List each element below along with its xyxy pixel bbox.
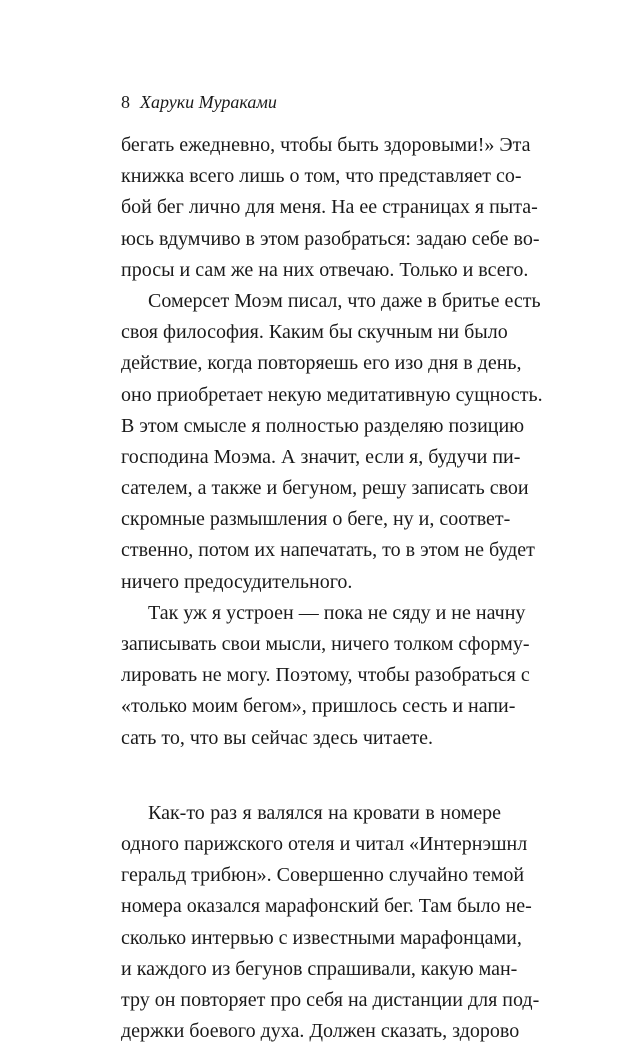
text-line: бегать ежедневно, чтобы быть здоровыми!» Эта xyxy=(121,134,531,156)
text-line: господина Моэма. А значит, если я, будучи пи- xyxy=(121,445,521,468)
running-head xyxy=(121,91,277,113)
text-line: ственно, потом их напечатать, то в этом не будет xyxy=(121,539,535,562)
text-line: сать то, что вы сейчас здесь читаете. xyxy=(121,726,433,749)
text-line: записывать свои мысли, ничего толком сформу- xyxy=(121,633,530,655)
text-line: бой бег лично для меня. На ее страницах я пыта- xyxy=(121,196,538,219)
text-line: просы и сам же на них отвечаю. Только и всего. xyxy=(121,258,529,281)
text-line: действие, когда повторяешь его изо дня в день, xyxy=(121,352,522,375)
text-line: тру он повторяет про себя на дистанции для под- xyxy=(121,988,540,1011)
text-line: В этом смысле я полностью разделяю позицию xyxy=(121,414,525,437)
text-line: сколько интервью с известными марафонцами, xyxy=(121,926,522,949)
text-line: «только моим бегом», пришлось сесть и напи- xyxy=(121,695,516,718)
text-line: сателем, а также и бегуном, решу записать свои xyxy=(121,477,529,500)
text-line: Сомерсет Моэм писал, что даже в бритье есть xyxy=(148,289,541,312)
text-line: одного парижского отеля и читал «Интернэшнл xyxy=(121,832,528,855)
text-line: Так уж я устроен — пока не сяду и не начну xyxy=(148,601,526,624)
page-number: 8 xyxy=(121,92,130,112)
body-text xyxy=(121,130,543,1047)
text-line: книжка всего лишь о том, что представляет со- xyxy=(121,165,522,188)
section-break xyxy=(121,754,501,798)
text-line: оно приобретает некую медитативную сущность. xyxy=(121,383,543,406)
text-line: номера оказался марафонский бег. Там было не- xyxy=(121,895,532,918)
text-line: скромные размышления о беге, ну и, соответ- xyxy=(121,508,511,531)
text-line: геральд трибюн». Совершенно случайно темой xyxy=(121,864,525,887)
text-line: ничего предосудительного. xyxy=(121,570,353,593)
running-head-author: Харуки Мураками xyxy=(140,92,277,112)
text-line: юсь вдумчиво в этом разобраться: задаю себе во- xyxy=(121,227,540,250)
text-line: держки боевого духа. Должен сказать, здорово xyxy=(121,1020,520,1043)
text-line: лировать не могу. Поэтому, чтобы разобраться с xyxy=(121,664,530,687)
text-line: своя философия. Каким бы скучным ни было xyxy=(121,321,508,344)
text-line: Как-то раз я валялся на кровати в номере xyxy=(148,801,501,824)
text-line: и каждого из бегунов спрашивали, какую ман- xyxy=(121,957,518,980)
